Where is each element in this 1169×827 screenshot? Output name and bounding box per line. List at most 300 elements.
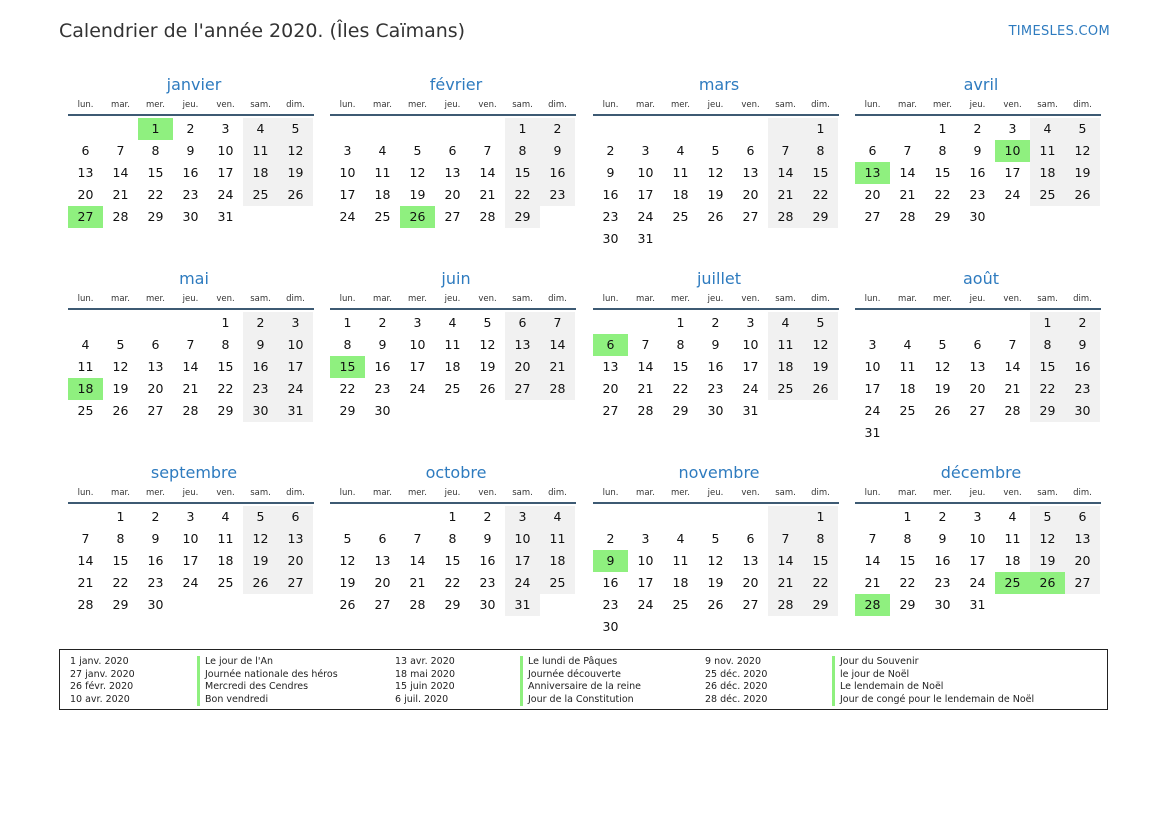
day-cell[interactable]: 14 — [479, 165, 496, 180]
day-cell[interactable]: 28 — [855, 594, 890, 616]
day-cell[interactable]: 22 — [934, 187, 951, 202]
day-cell[interactable]: 11 — [899, 359, 916, 374]
day-cell[interactable]: 9 — [606, 165, 615, 180]
day-cell[interactable]: 5 — [278, 118, 313, 140]
day-cell[interactable]: 17 — [637, 575, 654, 590]
day-cell[interactable]: 29 — [672, 403, 689, 418]
day-cell[interactable]: 18 — [672, 187, 689, 202]
day-cell[interactable]: 20 — [444, 187, 461, 202]
day-cell[interactable]: 13 — [444, 165, 461, 180]
day-cell[interactable]: 24 — [969, 575, 986, 590]
day-cell[interactable]: 20 — [742, 187, 759, 202]
day-cell[interactable]: 8 — [938, 143, 947, 158]
day-cell[interactable]: 25 — [540, 572, 575, 594]
day-cell[interactable]: 16 — [147, 553, 164, 568]
day-cell[interactable]: 4 — [448, 315, 457, 330]
day-cell[interactable]: 14 — [77, 553, 94, 568]
day-cell[interactable]: 2 — [378, 315, 387, 330]
day-cell[interactable]: 4 — [1008, 509, 1017, 524]
day-cell[interactable]: 2 — [938, 509, 947, 524]
day-cell[interactable]: 11 — [444, 337, 461, 352]
day-cell[interactable]: 20 — [374, 575, 391, 590]
day-cell[interactable]: 23 — [602, 597, 619, 612]
day-cell[interactable]: 28 — [768, 594, 803, 616]
day-cell[interactable]: 10 — [278, 334, 313, 356]
day-cell[interactable]: 20 — [147, 381, 164, 396]
day-cell[interactable]: 10 — [409, 337, 426, 352]
day-cell[interactable]: 31 — [742, 403, 759, 418]
day-cell[interactable]: 3 — [641, 531, 650, 546]
day-cell[interactable]: 22 — [899, 575, 916, 590]
day-cell[interactable]: 26 — [1030, 572, 1065, 594]
day-cell[interactable]: 22 — [147, 187, 164, 202]
day-cell[interactable]: 27 — [444, 209, 461, 224]
day-cell[interactable]: 14 — [540, 334, 575, 356]
day-cell[interactable]: 26 — [934, 403, 951, 418]
day-cell[interactable]: 19 — [1030, 550, 1065, 572]
day-cell[interactable]: 7 — [413, 531, 422, 546]
day-cell[interactable]: 29 — [339, 403, 356, 418]
day-cell[interactable]: 23 — [479, 575, 496, 590]
day-cell[interactable]: 30 — [374, 403, 391, 418]
day-cell[interactable]: 1 — [676, 315, 685, 330]
day-cell[interactable]: 24 — [637, 209, 654, 224]
day-cell[interactable]: 15 — [803, 162, 838, 184]
day-cell[interactable]: 18 — [540, 550, 575, 572]
day-cell[interactable]: 14 — [768, 550, 803, 572]
day-cell[interactable]: 29 — [444, 597, 461, 612]
day-cell[interactable]: 29 — [217, 403, 234, 418]
day-cell[interactable]: 12 — [1065, 140, 1100, 162]
day-cell[interactable]: 8 — [903, 531, 912, 546]
day-cell[interactable]: 26 — [400, 206, 435, 228]
day-cell[interactable]: 24 — [217, 187, 234, 202]
day-cell[interactable]: 10 — [505, 528, 540, 550]
day-cell[interactable]: 8 — [448, 531, 457, 546]
day-cell[interactable]: 25 — [444, 381, 461, 396]
day-cell[interactable]: 8 — [676, 337, 685, 352]
day-cell[interactable]: 28 — [77, 597, 94, 612]
day-cell[interactable]: 14 — [112, 165, 129, 180]
day-cell[interactable]: 6 — [151, 337, 160, 352]
day-cell[interactable]: 10 — [969, 531, 986, 546]
day-cell[interactable]: 2 — [1065, 312, 1100, 334]
day-cell[interactable]: 11 — [540, 528, 575, 550]
day-cell[interactable]: 18 — [672, 575, 689, 590]
day-cell[interactable]: 30 — [602, 231, 619, 246]
day-cell[interactable]: 15 — [147, 165, 164, 180]
day-cell[interactable]: 12 — [243, 528, 278, 550]
day-cell[interactable]: 30 — [934, 597, 951, 612]
day-cell[interactable]: 15 — [1030, 356, 1065, 378]
day-cell[interactable]: 1 — [343, 315, 352, 330]
day-cell[interactable]: 31 — [864, 425, 881, 440]
day-cell[interactable]: 15 — [505, 162, 540, 184]
day-cell[interactable]: 3 — [868, 337, 877, 352]
day-cell[interactable]: 23 — [1065, 378, 1100, 400]
day-cell[interactable]: 9 — [973, 143, 982, 158]
day-cell[interactable]: 9 — [711, 337, 720, 352]
day-cell[interactable]: 3 — [746, 315, 755, 330]
day-cell[interactable]: 13 — [742, 553, 759, 568]
day-cell[interactable]: 9 — [378, 337, 387, 352]
day-cell[interactable]: 22 — [1030, 378, 1065, 400]
day-cell[interactable]: 20 — [602, 381, 619, 396]
day-cell[interactable]: 28 — [112, 209, 129, 224]
day-cell[interactable]: 25 — [995, 572, 1030, 594]
day-cell[interactable]: 22 — [112, 575, 129, 590]
day-cell[interactable]: 15 — [803, 550, 838, 572]
day-cell[interactable]: 24 — [409, 381, 426, 396]
day-cell[interactable]: 31 — [217, 209, 234, 224]
day-cell[interactable]: 25 — [243, 184, 278, 206]
day-cell[interactable]: 5 — [711, 143, 720, 158]
day-cell[interactable]: 23 — [182, 187, 199, 202]
day-cell[interactable]: 6 — [868, 143, 877, 158]
day-cell[interactable]: 10 — [864, 359, 881, 374]
day-cell[interactable]: 30 — [243, 400, 278, 422]
day-cell[interactable]: 1 — [1030, 312, 1065, 334]
day-cell[interactable]: 15 — [217, 359, 234, 374]
day-cell[interactable]: 21 — [768, 572, 803, 594]
day-cell[interactable]: 24 — [505, 572, 540, 594]
day-cell[interactable]: 19 — [707, 187, 724, 202]
day-cell[interactable]: 16 — [1065, 356, 1100, 378]
day-cell[interactable]: 7 — [903, 143, 912, 158]
day-cell[interactable]: 2 — [151, 509, 160, 524]
day-cell[interactable]: 30 — [479, 597, 496, 612]
day-cell[interactable]: 12 — [112, 359, 129, 374]
day-cell[interactable]: 11 — [374, 165, 391, 180]
day-cell[interactable]: 16 — [540, 162, 575, 184]
day-cell[interactable]: 26 — [243, 572, 278, 594]
day-cell[interactable]: 15 — [899, 553, 916, 568]
day-cell[interactable]: 21 — [1004, 381, 1021, 396]
day-cell[interactable]: 31 — [278, 400, 313, 422]
day-cell[interactable]: 21 — [182, 381, 199, 396]
day-cell[interactable]: 27 — [602, 403, 619, 418]
day-cell[interactable]: 14 — [409, 553, 426, 568]
day-cell[interactable]: 7 — [81, 531, 90, 546]
day-cell[interactable]: 13 — [505, 334, 540, 356]
day-cell[interactable]: 4 — [1030, 118, 1065, 140]
day-cell[interactable]: 16 — [479, 553, 496, 568]
day-cell[interactable]: 2 — [483, 509, 492, 524]
day-cell[interactable]: 23 — [243, 378, 278, 400]
day-cell[interactable]: 1 — [448, 509, 457, 524]
day-cell[interactable]: 22 — [672, 381, 689, 396]
day-cell[interactable]: 18 — [217, 553, 234, 568]
day-cell[interactable]: 13 — [969, 359, 986, 374]
day-cell[interactable]: 19 — [243, 550, 278, 572]
day-cell[interactable]: 10 — [637, 553, 654, 568]
day-cell[interactable]: 9 — [593, 550, 628, 572]
day-cell[interactable]: 4 — [243, 118, 278, 140]
day-cell[interactable]: 27 — [969, 403, 986, 418]
day-cell[interactable]: 16 — [182, 165, 199, 180]
day-cell[interactable]: 25 — [899, 403, 916, 418]
day-cell[interactable]: 19 — [1065, 162, 1100, 184]
day-cell[interactable]: 3 — [641, 143, 650, 158]
day-cell[interactable]: 8 — [803, 528, 838, 550]
day-cell[interactable]: 2 — [973, 121, 982, 136]
day-cell[interactable]: 8 — [803, 140, 838, 162]
day-cell[interactable]: 13 — [602, 359, 619, 374]
day-cell[interactable]: 26 — [707, 209, 724, 224]
day-cell[interactable]: 10 — [182, 531, 199, 546]
day-cell[interactable]: 1 — [116, 509, 125, 524]
day-cell[interactable]: 7 — [116, 143, 125, 158]
day-cell[interactable]: 28 — [768, 206, 803, 228]
day-cell[interactable]: 23 — [540, 184, 575, 206]
day-cell[interactable]: 5 — [711, 531, 720, 546]
day-cell[interactable]: 21 — [864, 575, 881, 590]
day-cell[interactable]: 18 — [444, 359, 461, 374]
day-cell[interactable]: 13 — [374, 553, 391, 568]
day-cell[interactable]: 3 — [505, 506, 540, 528]
day-cell[interactable]: 7 — [641, 337, 650, 352]
day-cell[interactable]: 31 — [505, 594, 540, 616]
day-cell[interactable]: 21 — [479, 187, 496, 202]
day-cell[interactable]: 5 — [1030, 506, 1065, 528]
day-cell[interactable]: 31 — [969, 597, 986, 612]
day-cell[interactable]: 5 — [938, 337, 947, 352]
day-cell[interactable]: 23 — [374, 381, 391, 396]
day-cell[interactable]: 18 — [374, 187, 391, 202]
day-cell[interactable]: 5 — [413, 143, 422, 158]
day-cell[interactable]: 28 — [637, 403, 654, 418]
day-cell[interactable]: 2 — [606, 531, 615, 546]
day-cell[interactable]: 16 — [969, 165, 986, 180]
day-cell[interactable]: 23 — [934, 575, 951, 590]
day-cell[interactable]: 30 — [602, 619, 619, 634]
day-cell[interactable]: 11 — [217, 531, 234, 546]
day-cell[interactable]: 7 — [1008, 337, 1017, 352]
day-cell[interactable]: 6 — [81, 143, 90, 158]
day-cell[interactable]: 13 — [147, 359, 164, 374]
site-link[interactable]: TIMESLES.COM — [1008, 24, 1110, 39]
day-cell[interactable]: 3 — [278, 312, 313, 334]
day-cell[interactable]: 27 — [278, 572, 313, 594]
day-cell[interactable]: 30 — [969, 209, 986, 224]
day-cell[interactable]: 12 — [1030, 528, 1065, 550]
day-cell[interactable]: 27 — [742, 597, 759, 612]
day-cell[interactable]: 22 — [803, 572, 838, 594]
day-cell[interactable]: 5 — [483, 315, 492, 330]
day-cell[interactable]: 6 — [973, 337, 982, 352]
day-cell[interactable]: 29 — [803, 206, 838, 228]
day-cell[interactable]: 27 — [374, 597, 391, 612]
day-cell[interactable]: 4 — [540, 506, 575, 528]
day-cell[interactable]: 4 — [903, 337, 912, 352]
day-cell[interactable]: 31 — [637, 231, 654, 246]
day-cell[interactable]: 24 — [864, 403, 881, 418]
day-cell[interactable]: 11 — [1030, 140, 1065, 162]
day-cell[interactable]: 7 — [868, 531, 877, 546]
day-cell[interactable]: 8 — [116, 531, 125, 546]
day-cell[interactable]: 26 — [707, 597, 724, 612]
day-cell[interactable]: 1 — [505, 118, 540, 140]
day-cell[interactable]: 15 — [672, 359, 689, 374]
day-cell[interactable]: 13 — [1065, 528, 1100, 550]
day-cell[interactable]: 4 — [81, 337, 90, 352]
day-cell[interactable]: 2 — [606, 143, 615, 158]
day-cell[interactable]: 11 — [1004, 531, 1021, 546]
day-cell[interactable]: 16 — [374, 359, 391, 374]
day-cell[interactable]: 25 — [768, 378, 803, 400]
day-cell[interactable]: 3 — [343, 143, 352, 158]
day-cell[interactable]: 8 — [343, 337, 352, 352]
day-cell[interactable]: 29 — [803, 594, 838, 616]
day-cell[interactable]: 10 — [742, 337, 759, 352]
day-cell[interactable]: 12 — [278, 140, 313, 162]
day-cell[interactable]: 27 — [1065, 572, 1100, 594]
day-cell[interactable]: 21 — [637, 381, 654, 396]
day-cell[interactable]: 13 — [278, 528, 313, 550]
day-cell[interactable]: 28 — [479, 209, 496, 224]
day-cell[interactable]: 19 — [339, 575, 356, 590]
day-cell[interactable]: 26 — [278, 184, 313, 206]
day-cell[interactable]: 21 — [540, 356, 575, 378]
day-cell[interactable]: 11 — [243, 140, 278, 162]
day-cell[interactable]: 15 — [330, 356, 365, 378]
day-cell[interactable]: 24 — [339, 209, 356, 224]
day-cell[interactable]: 28 — [540, 378, 575, 400]
day-cell[interactable]: 29 — [1030, 400, 1065, 422]
day-cell[interactable]: 17 — [182, 553, 199, 568]
day-cell[interactable]: 21 — [409, 575, 426, 590]
day-cell[interactable]: 23 — [707, 381, 724, 396]
day-cell[interactable]: 28 — [899, 209, 916, 224]
day-cell[interactable]: 6 — [746, 531, 755, 546]
day-cell[interactable]: 17 — [1004, 165, 1021, 180]
day-cell[interactable]: 16 — [602, 575, 619, 590]
day-cell[interactable]: 28 — [409, 597, 426, 612]
day-cell[interactable]: 5 — [343, 531, 352, 546]
day-cell[interactable]: 20 — [864, 187, 881, 202]
day-cell[interactable]: 10 — [217, 143, 234, 158]
day-cell[interactable]: 30 — [147, 597, 164, 612]
day-cell[interactable]: 6 — [746, 143, 755, 158]
day-cell[interactable]: 19 — [409, 187, 426, 202]
day-cell[interactable]: 12 — [339, 553, 356, 568]
day-cell[interactable]: 18 — [1030, 162, 1065, 184]
day-cell[interactable]: 2 — [711, 315, 720, 330]
day-cell[interactable]: 26 — [1065, 184, 1100, 206]
day-cell[interactable]: 18 — [243, 162, 278, 184]
day-cell[interactable]: 20 — [1065, 550, 1100, 572]
day-cell[interactable]: 7 — [768, 140, 803, 162]
day-cell[interactable]: 26 — [112, 403, 129, 418]
day-cell[interactable]: 25 — [672, 597, 689, 612]
day-cell[interactable]: 8 — [1030, 334, 1065, 356]
day-cell[interactable]: 19 — [112, 381, 129, 396]
day-cell[interactable]: 19 — [803, 356, 838, 378]
day-cell[interactable]: 26 — [339, 597, 356, 612]
day-cell[interactable]: 9 — [186, 143, 195, 158]
day-cell[interactable]: 22 — [505, 184, 540, 206]
day-cell[interactable]: 17 — [637, 187, 654, 202]
day-cell[interactable]: 7 — [540, 312, 575, 334]
day-cell[interactable]: 20 — [77, 187, 94, 202]
day-cell[interactable]: 24 — [742, 381, 759, 396]
day-cell[interactable]: 11 — [77, 359, 94, 374]
day-cell[interactable]: 30 — [707, 403, 724, 418]
day-cell[interactable]: 27 — [864, 209, 881, 224]
day-cell[interactable]: 19 — [934, 381, 951, 396]
day-cell[interactable]: 25 — [672, 209, 689, 224]
day-cell[interactable]: 19 — [707, 575, 724, 590]
day-cell[interactable]: 7 — [768, 528, 803, 550]
day-cell[interactable]: 8 — [151, 143, 160, 158]
day-cell[interactable]: 2 — [540, 118, 575, 140]
day-cell[interactable]: 1 — [138, 118, 173, 140]
day-cell[interactable]: 14 — [1004, 359, 1021, 374]
day-cell[interactable]: 1 — [803, 506, 838, 528]
day-cell[interactable]: 21 — [77, 575, 94, 590]
day-cell[interactable]: 23 — [602, 209, 619, 224]
day-cell[interactable]: 12 — [707, 165, 724, 180]
day-cell[interactable]: 10 — [995, 140, 1030, 162]
day-cell[interactable]: 5 — [243, 506, 278, 528]
day-cell[interactable]: 5 — [116, 337, 125, 352]
day-cell[interactable]: 3 — [221, 121, 230, 136]
day-cell[interactable]: 26 — [803, 378, 838, 400]
day-cell[interactable]: 13 — [742, 165, 759, 180]
day-cell[interactable]: 6 — [448, 143, 457, 158]
day-cell[interactable]: 29 — [934, 209, 951, 224]
day-cell[interactable]: 6 — [378, 531, 387, 546]
day-cell[interactable]: 4 — [221, 509, 230, 524]
day-cell[interactable]: 1 — [803, 118, 838, 140]
day-cell[interactable]: 9 — [1065, 334, 1100, 356]
day-cell[interactable]: 24 — [1004, 187, 1021, 202]
day-cell[interactable]: 12 — [479, 337, 496, 352]
day-cell[interactable]: 25 — [217, 575, 234, 590]
day-cell[interactable]: 5 — [803, 312, 838, 334]
day-cell[interactable]: 22 — [217, 381, 234, 396]
day-cell[interactable]: 16 — [707, 359, 724, 374]
day-cell[interactable]: 18 — [768, 356, 803, 378]
day-cell[interactable]: 15 — [444, 553, 461, 568]
day-cell[interactable]: 17 — [864, 381, 881, 396]
day-cell[interactable]: 12 — [707, 553, 724, 568]
day-cell[interactable]: 27 — [742, 209, 759, 224]
day-cell[interactable]: 12 — [409, 165, 426, 180]
day-cell[interactable]: 17 — [278, 356, 313, 378]
day-cell[interactable]: 20 — [278, 550, 313, 572]
day-cell[interactable]: 21 — [112, 187, 129, 202]
day-cell[interactable]: 14 — [899, 165, 916, 180]
day-cell[interactable]: 14 — [637, 359, 654, 374]
day-cell[interactable]: 16 — [602, 187, 619, 202]
day-cell[interactable]: 22 — [803, 184, 838, 206]
day-cell[interactable]: 12 — [934, 359, 951, 374]
day-cell[interactable]: 17 — [505, 550, 540, 572]
day-cell[interactable]: 22 — [444, 575, 461, 590]
day-cell[interactable]: 4 — [676, 143, 685, 158]
day-cell[interactable]: 15 — [934, 165, 951, 180]
day-cell[interactable]: 30 — [182, 209, 199, 224]
day-cell[interactable]: 3 — [186, 509, 195, 524]
day-cell[interactable]: 9 — [938, 531, 947, 546]
day-cell[interactable]: 28 — [1004, 403, 1021, 418]
day-cell[interactable]: 28 — [182, 403, 199, 418]
day-cell[interactable]: 25 — [77, 403, 94, 418]
day-cell[interactable]: 27 — [505, 378, 540, 400]
day-cell[interactable]: 4 — [768, 312, 803, 334]
day-cell[interactable]: 18 — [68, 378, 103, 400]
